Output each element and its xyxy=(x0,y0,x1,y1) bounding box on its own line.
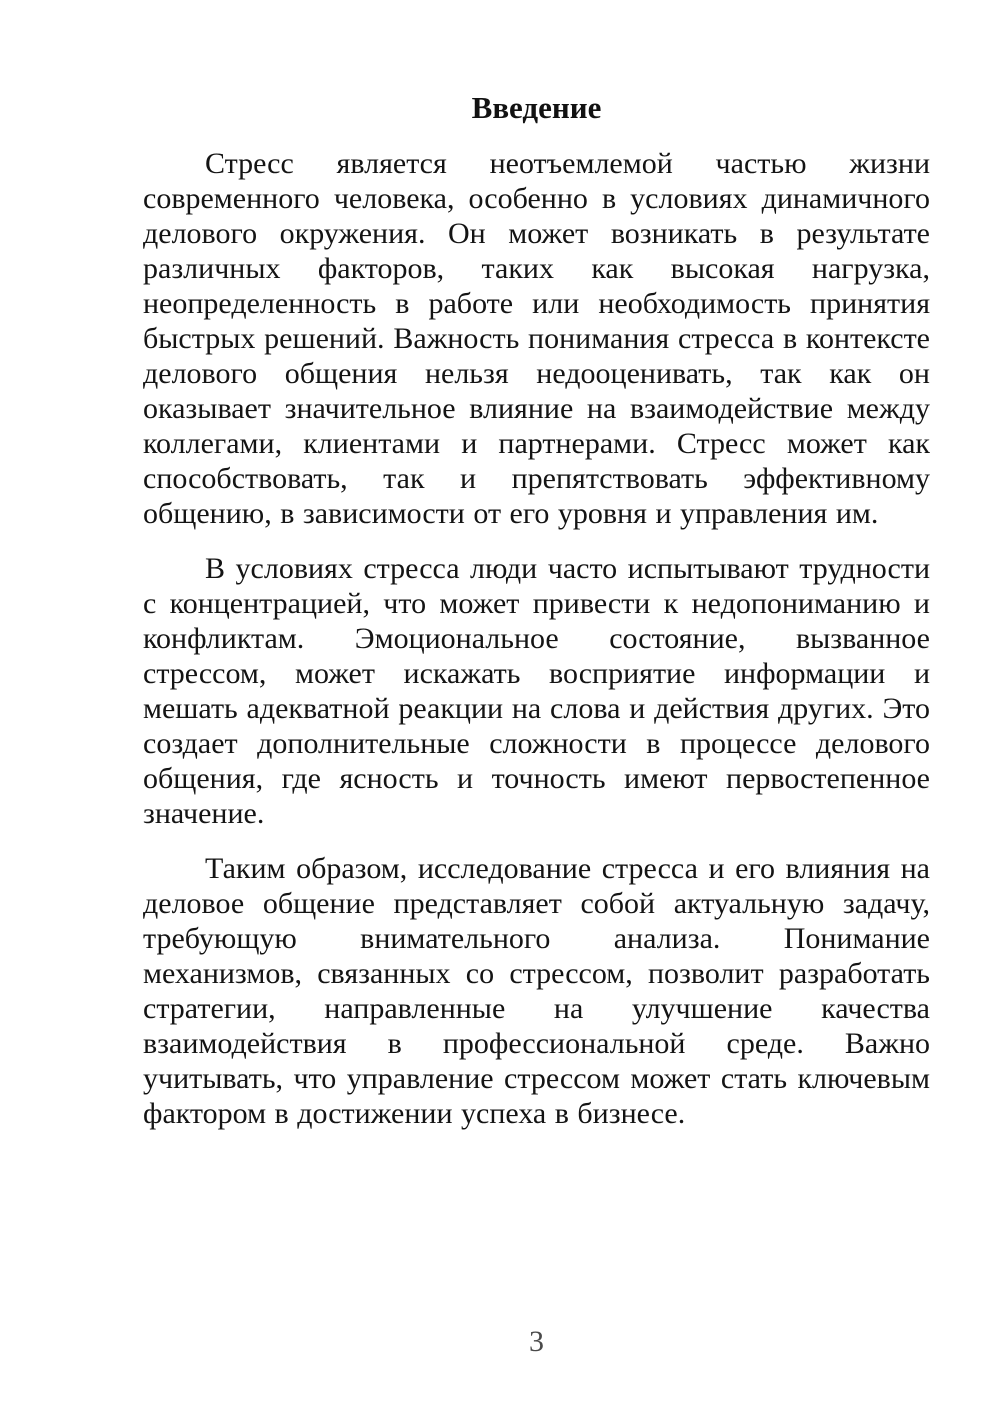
paragraph: Таким образом, исследование стресса и его влияния на деловое общение представляет собой актуальную задачу, требующую внимательного анализа. Понимание механизмов, связанных со стрессом, позволит разработать стратегии, направленные на улучшение качества взаимодействия в профессиональной среде. Важно учитывать, что управление стрессом может стать ключевым фактором в достижении успеха в бизнесе. xyxy=(143,852,930,1130)
page-number: 3 xyxy=(529,1325,544,1358)
page-title: Введение xyxy=(471,90,602,125)
paragraph: Стресс является неотъемлемой частью жизни современного человека, особенно в условиях динамичного делового окружения. Он может возникать в результате различных факторов, таких как высокая нагрузка, неопределенность в работе или необходимость принятия быстрых решений. Важность понимания стресса в контексте делового общения нельзя недооценивать, так как он оказывает значительное влияние на взаимодействие между коллегами, клиентами и партнерами. Стресс может как способствовать, так и препятствовать эффективному общению, в зависимости от его уровня и управления им. xyxy=(143,147,930,530)
paragraph: В условиях стресса люди часто испытывают трудности с концентрацией, что может привести к недопониманию и конфликтам. Эмоциональное состояние, вызванное стрессом, может искажать восприятие информации и мешать адекватной реакции на слова и действия других. Это создает дополнительные сложности в процессе делового общения, где ясность и точность имеют первостепенное значение. xyxy=(143,552,930,830)
document-body xyxy=(143,146,930,1131)
